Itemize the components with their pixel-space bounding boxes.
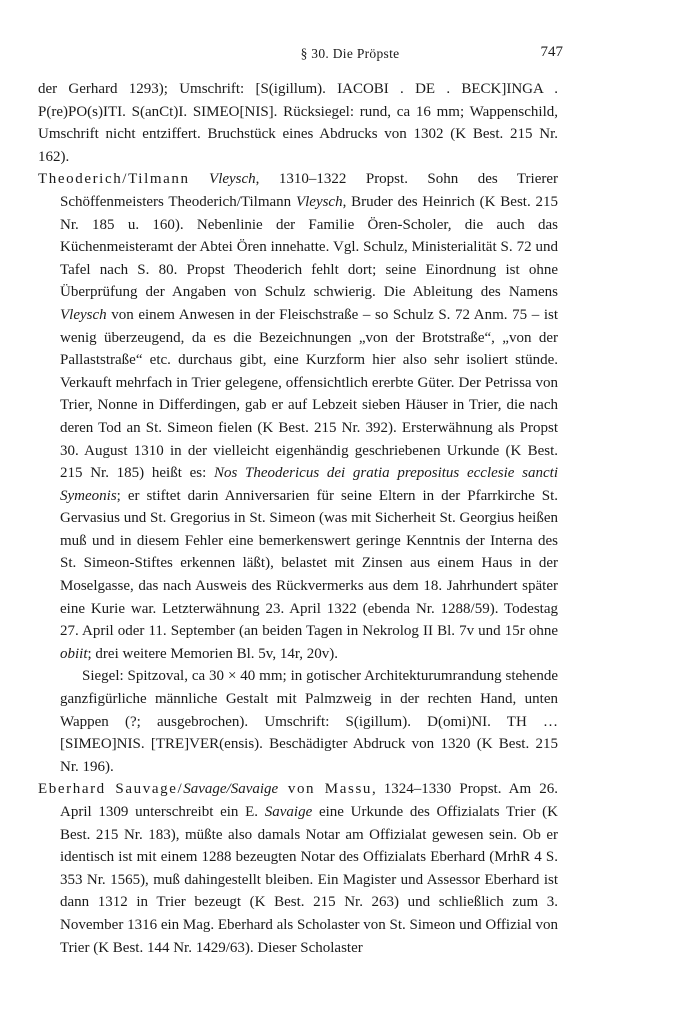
entry-text: , 1324–1330 Propst. Am 26. April 1309 unterschreibt ein E.: [60, 781, 558, 820]
paragraph-siegel: Siegel: Spitzoval, ca 30 × 40 mm; in gotischer Architekturumrandung stehende ganzfigürliche männliche Gestalt mit Palmzweig in der rechten Hand, unten Wappen (?; ausgebrochen). Umschrift: S(igillum). D(omi)NI. TH … [SIMEO]NIS. [TRE]VER(ensis). Beschädigter Abdruck von 1320 (K Best. 215 Nr. 196).: [60, 668, 558, 775]
entry-name: Eberhard Sauvage/: [38, 781, 184, 798]
entry-text: , 1310–1322 Propst. Sohn des Trierer Schöffenmeisters Theoderich/Tilmann: [60, 171, 559, 210]
entry-text: eine Urkunde des Offizialats Trier (K Best. 215 Nr. 183), müßte also damals Notar am Offizialat gewesen sein. Ob er identisch ist mit einem 1288 bezeugten Notar des Offizialats Eberhard (MrhR 4 S. 353 Nr. 1565), muß dahingestellt bleiben. Ein Magister und Assessor Eberhard ist dann 1312 in Trier bezeugt (K Best. 215 Nr. 263) und schließlich zum 3. November 1316 ein Mag. Eberhard als Scholaster von St. Simeon und Offizial von Trier (K Best. 144 Nr. 1429/63). Dieser Scholaster: [60, 804, 558, 956]
entry-epithet: Savage/Savaige: [183, 781, 279, 798]
entry-italic: Savaige: [264, 804, 313, 820]
entry-name: von Massu: [278, 781, 372, 798]
entry-text: von einem Anwesen in der Fleischstraße – so Schulz S. 72 Anm. 75 – ist wenig überzeugend, da es die Bezeichnungen „von der Brotstraße“, „von der Pallaststraße“ etc. durchaus gibt, eine Kurzform hier also sehr isoliert stünde. Verkauft mehrfach in Trier gelegene, offensichtlich ererbte Güter. Der Petrissa von Trier, Nonne in Differdingen, gab er auf Lebzeit sieben Häuser in Trier, die nach deren Tod an St. Simeon fielen (K Best. 215 Nr. 392). Ersterwähnung als Propst 30. August 1310 in der vielleicht eigenhändig geschriebenen Urkunde (K Best. 215 Nr. 185) heißt es:: [60, 306, 558, 482]
entry-italic: obiit: [60, 645, 88, 662]
page-number: 747: [540, 44, 563, 60]
entry-theoderich: [38, 168, 558, 665]
paragraph-continuation: der Gerhard 1293); Umschrift: [S(igillum). IACOBI . DE . BECK]INGA . P(re)PO(s)ITI. S(anCt)I. SIMEO[NIS]. Rücksiegel: rund, ca 16 mm; Wappenschild, Umschrift nicht entziffert. Bruchstück eines Abdrucks von 1302 (K Best. 215 Nr. 162).: [38, 81, 558, 165]
page-header: [0, 46, 700, 66]
entry-eberhard: [38, 778, 558, 959]
body-text: [38, 78, 558, 959]
entry-text: ; drei weitere Memorien Bl. 5v, 14r, 20v).: [87, 645, 338, 662]
entry-text: ; er stiftet darin Anniversarien für seine Eltern in der Pfarrkirche St. Gervasius und St. Gregorius in St. Simeon (was mit Sicherheit St. Georgius heißen muß und in diesem Fehler eine bemerkenswert geringe Kenntnis der Interna des St. Simeon-Stiftes erkennen läßt), belastet mit Zinsen aus einem Haus in der Moselgasse, das nach Ausweis des Rückvermerks aus dem 18. Jahrhundert später eine Kurie war. Letzterwähnung 23. April 1322 (ebenda Nr. 1288/59). Todestag 27. April oder 11. September (an beiden Tagen in Nekrolog II Bl. 7v und 15r ohne: [60, 487, 558, 640]
entry-italic: Vleysch: [295, 193, 343, 210]
entry-italic: Vleysch: [60, 306, 107, 323]
running-head: § 30. Die Pröpste: [300, 46, 400, 61]
entry-epithet: Vleysch: [209, 171, 256, 188]
entry-text: , Bruder des Heinrich (K Best. 215 Nr. 185 u. 160). Nebenlinie der Familie Ören-Scholer, die auch das Küchenmeisteramt der Abtei Ören innehatte. Vgl. Schulz, Ministerialität S. 72 und Tafel nach S. 80. Propst Theoderich fehlt dort; seine Einordnung ist ohne Überprüfung der Angaben von Schulz schwierig. Die Ableitung des Namens: [60, 193, 558, 301]
entry-name: Theoderich/Tilmann: [38, 171, 190, 188]
entry-italic: Nos Theodericus dei gratia prepositus ecclesie sancti Symeonis: [60, 465, 558, 504]
